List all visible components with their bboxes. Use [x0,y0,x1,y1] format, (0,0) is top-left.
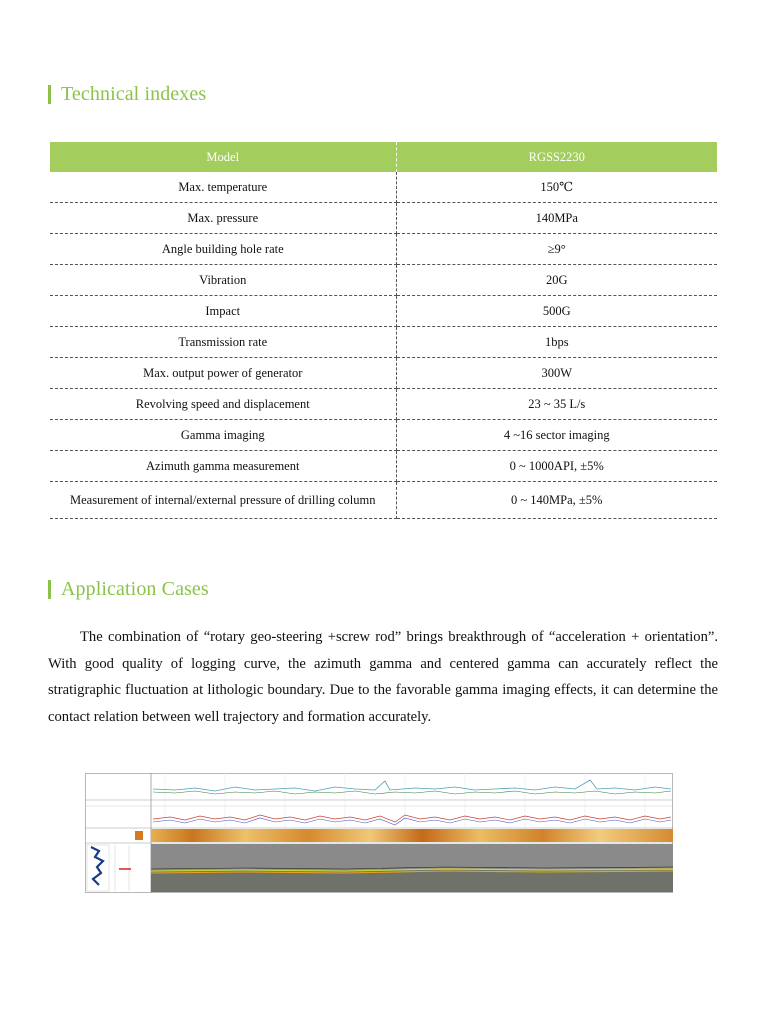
param-label: Max. pressure [50,203,396,234]
heading-accent-bar [48,580,51,599]
spec-table [50,142,717,519]
table-row [50,172,717,203]
param-value: 23 ~ 35 L/s [396,389,717,420]
param-label: Revolving speed and displacement [50,389,396,420]
table-row [50,451,717,482]
heading-accent-bar [48,85,51,104]
param-label: Measurement of internal/external pressure of drilling column [50,482,396,519]
param-value: 4 ~16 sector imaging [396,420,717,451]
param-value: 140MPa [396,203,717,234]
application-cases-heading [48,577,209,601]
param-label: Max. output power of generator [50,358,396,389]
technical-indexes-heading [48,82,206,106]
logging-figure [85,773,673,893]
application-paragraph: The combination of “rotary geo-steering +screw rod” brings breakthrough of “acceleration + orientation”. With good quality of logging curve, the azimuth gamma and centered gamma can accurately reflect the stratigraphic fluctuation at lithologic boundary. Due to the favorable gamma imaging effects, it can determine the contact relation between well trajectory and formation accurately. [48,629,718,725]
table-row [50,327,717,358]
param-label: Angle building hole rate [50,234,396,265]
logging-figure-graphic [85,773,673,893]
table-row [50,420,717,451]
table-row [50,358,717,389]
param-value: 300W [396,358,717,389]
param-value: 150℃ [396,172,717,203]
heading-text: Application Cases [61,577,209,600]
param-label: Impact [50,296,396,327]
heading-text: Technical indexes [61,82,207,105]
header-model-value: RGSS2230 [396,142,717,172]
param-label: Vibration [50,265,396,296]
param-label: Azimuth gamma measurement [50,451,396,482]
table-row [50,265,717,296]
table-row [50,296,717,327]
param-value: 500G [396,296,717,327]
header-model: Model [50,142,396,172]
param-label: Gamma imaging [50,420,396,451]
param-value: 0 ~ 140MPa, ±5% [396,482,717,519]
param-value: ≥9° [396,234,717,265]
param-value: 0 ~ 1000API, ±5% [396,451,717,482]
table-row [50,203,717,234]
table-row [50,482,717,519]
param-label: Max. temperature [50,172,396,203]
table-header-row [50,142,717,172]
param-value: 20G [396,265,717,296]
table-row [50,389,717,420]
param-label: Transmission rate [50,327,396,358]
param-value: 1bps [396,327,717,358]
table-row [50,234,717,265]
